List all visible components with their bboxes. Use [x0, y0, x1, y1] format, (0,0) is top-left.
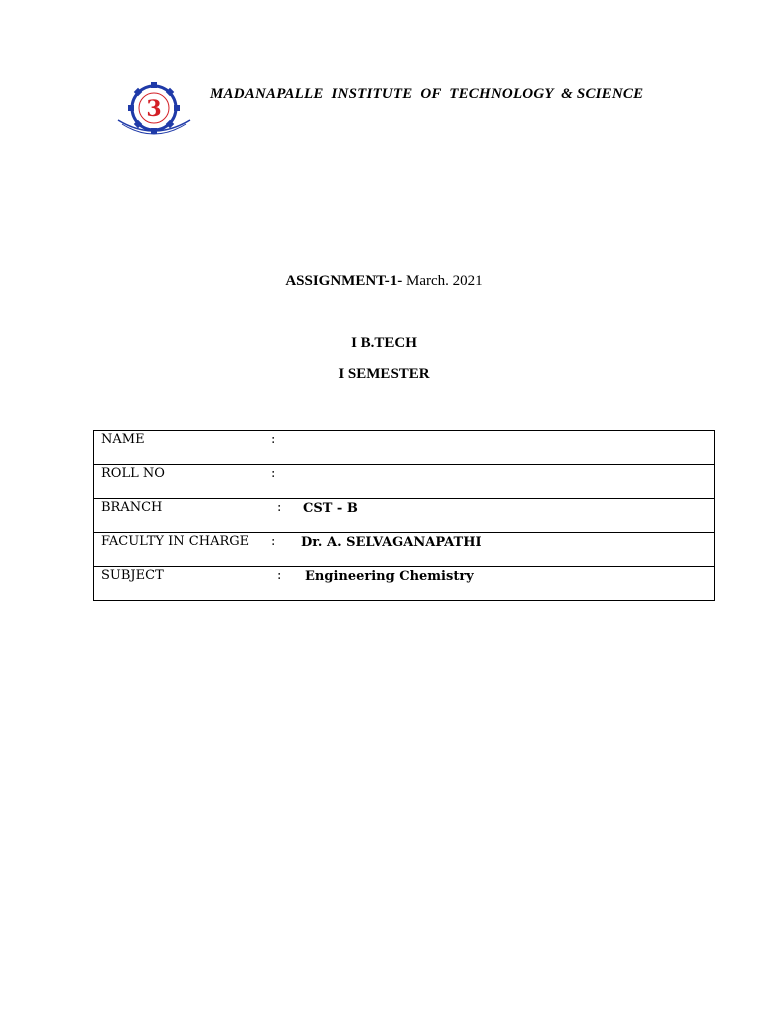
row-label: FACULTY IN CHARGE [94, 533, 272, 567]
row-label: NAME [94, 431, 272, 465]
row-colon: : [271, 465, 299, 499]
svg-text:3: 3 [146, 96, 162, 122]
assignment-date: March. 2021 [402, 273, 483, 289]
roll-no-value [299, 465, 715, 499]
table-row [94, 533, 715, 567]
row-colon: : [271, 499, 299, 533]
institute-emblem-icon [108, 80, 200, 138]
row-label: SUBJECT [94, 567, 272, 601]
name-value [299, 431, 715, 465]
row-colon: : [271, 567, 299, 601]
course-name: I B.TECH [351, 335, 417, 351]
faculty-value: Dr. A. SELVAGANAPATHI [299, 533, 715, 567]
row-colon: : [271, 431, 299, 465]
row-label: BRANCH [94, 499, 272, 533]
branch-value: CST - B [299, 499, 715, 533]
table-row [94, 499, 715, 533]
table-row [94, 567, 715, 601]
table-row [94, 465, 715, 499]
semester-name: I SEMESTER [338, 366, 430, 382]
student-info-table [93, 430, 715, 601]
table-row [94, 431, 715, 465]
assignment-title: ASSIGNMENT-1- [285, 273, 403, 289]
subject-value: Engineering Chemistry [299, 567, 715, 601]
row-colon: : [271, 533, 299, 567]
assignment-heading [0, 273, 768, 290]
institute-name: MADANAPALLE INSTITUTE OF TECHNOLOGY & SCIENCE [210, 86, 644, 102]
row-label: ROLL NO [94, 465, 272, 499]
